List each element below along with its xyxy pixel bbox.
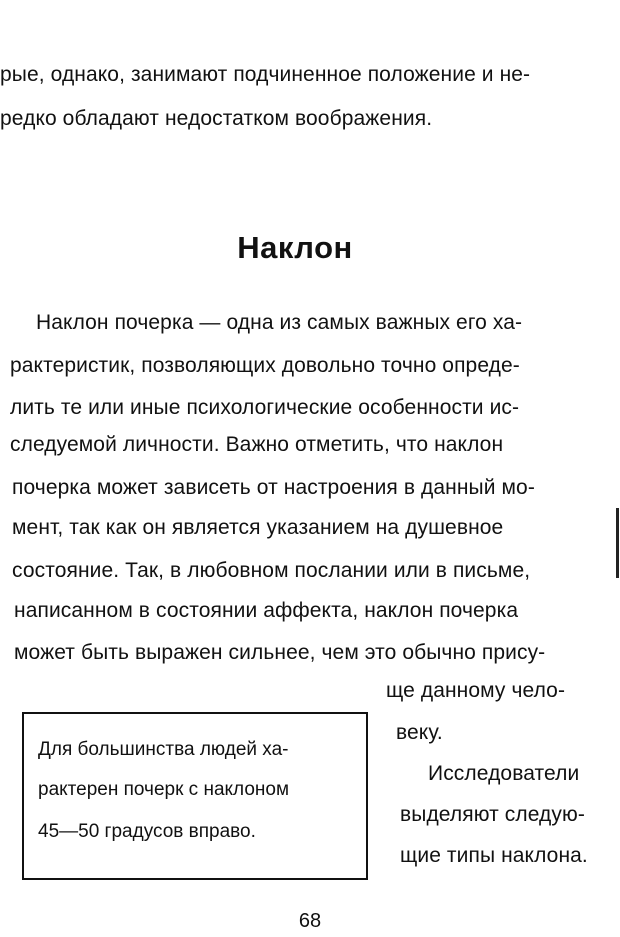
body-line-1: Наклон почерка — одна из самых важных его ха- <box>36 311 523 334</box>
intro-line-2: редко обладают недостатком воображения. <box>0 107 433 130</box>
body-line-4: следуемой личности. Важно отметить, что наклон <box>10 433 504 456</box>
callout-line-2: рактерен почерк с наклоном <box>38 779 290 800</box>
margin-mark <box>616 508 619 578</box>
body-line-7: состояние. Так, в любовном послании или в письме, <box>12 559 531 582</box>
side-line-3: Исследователи <box>428 762 580 785</box>
body-line-2: рактеристик, позволяющих довольно точно опреде- <box>10 354 520 377</box>
section-heading: Наклон <box>237 230 353 265</box>
callout-line-3: 45—50 градусов вправо. <box>38 821 256 842</box>
side-line-5: щие типы наклона. <box>400 844 588 867</box>
body-line-3: лить те или иные психологические особенности ис- <box>10 396 520 419</box>
callout-box <box>22 712 368 880</box>
body-line-8: написанном в состоянии аффекта, наклон почерка <box>14 599 519 622</box>
callout-line-1: Для большинства людей ха- <box>38 739 289 760</box>
page-number: 68 <box>298 910 322 932</box>
body-line-6: мент, так как он является указанием на душевное <box>12 516 504 539</box>
intro-line-1: рые, однако, занимают подчиненное положение и не- <box>0 63 531 86</box>
side-line-1: ще данному чело- <box>386 679 566 702</box>
body-line-5: почерка может зависеть от настроения в данный мо- <box>12 476 535 499</box>
body-line-9: может быть выражен сильнее, чем это обычно прису- <box>14 641 546 664</box>
side-line-2: веку. <box>396 721 443 744</box>
side-line-4: выделяют следую- <box>400 803 585 826</box>
